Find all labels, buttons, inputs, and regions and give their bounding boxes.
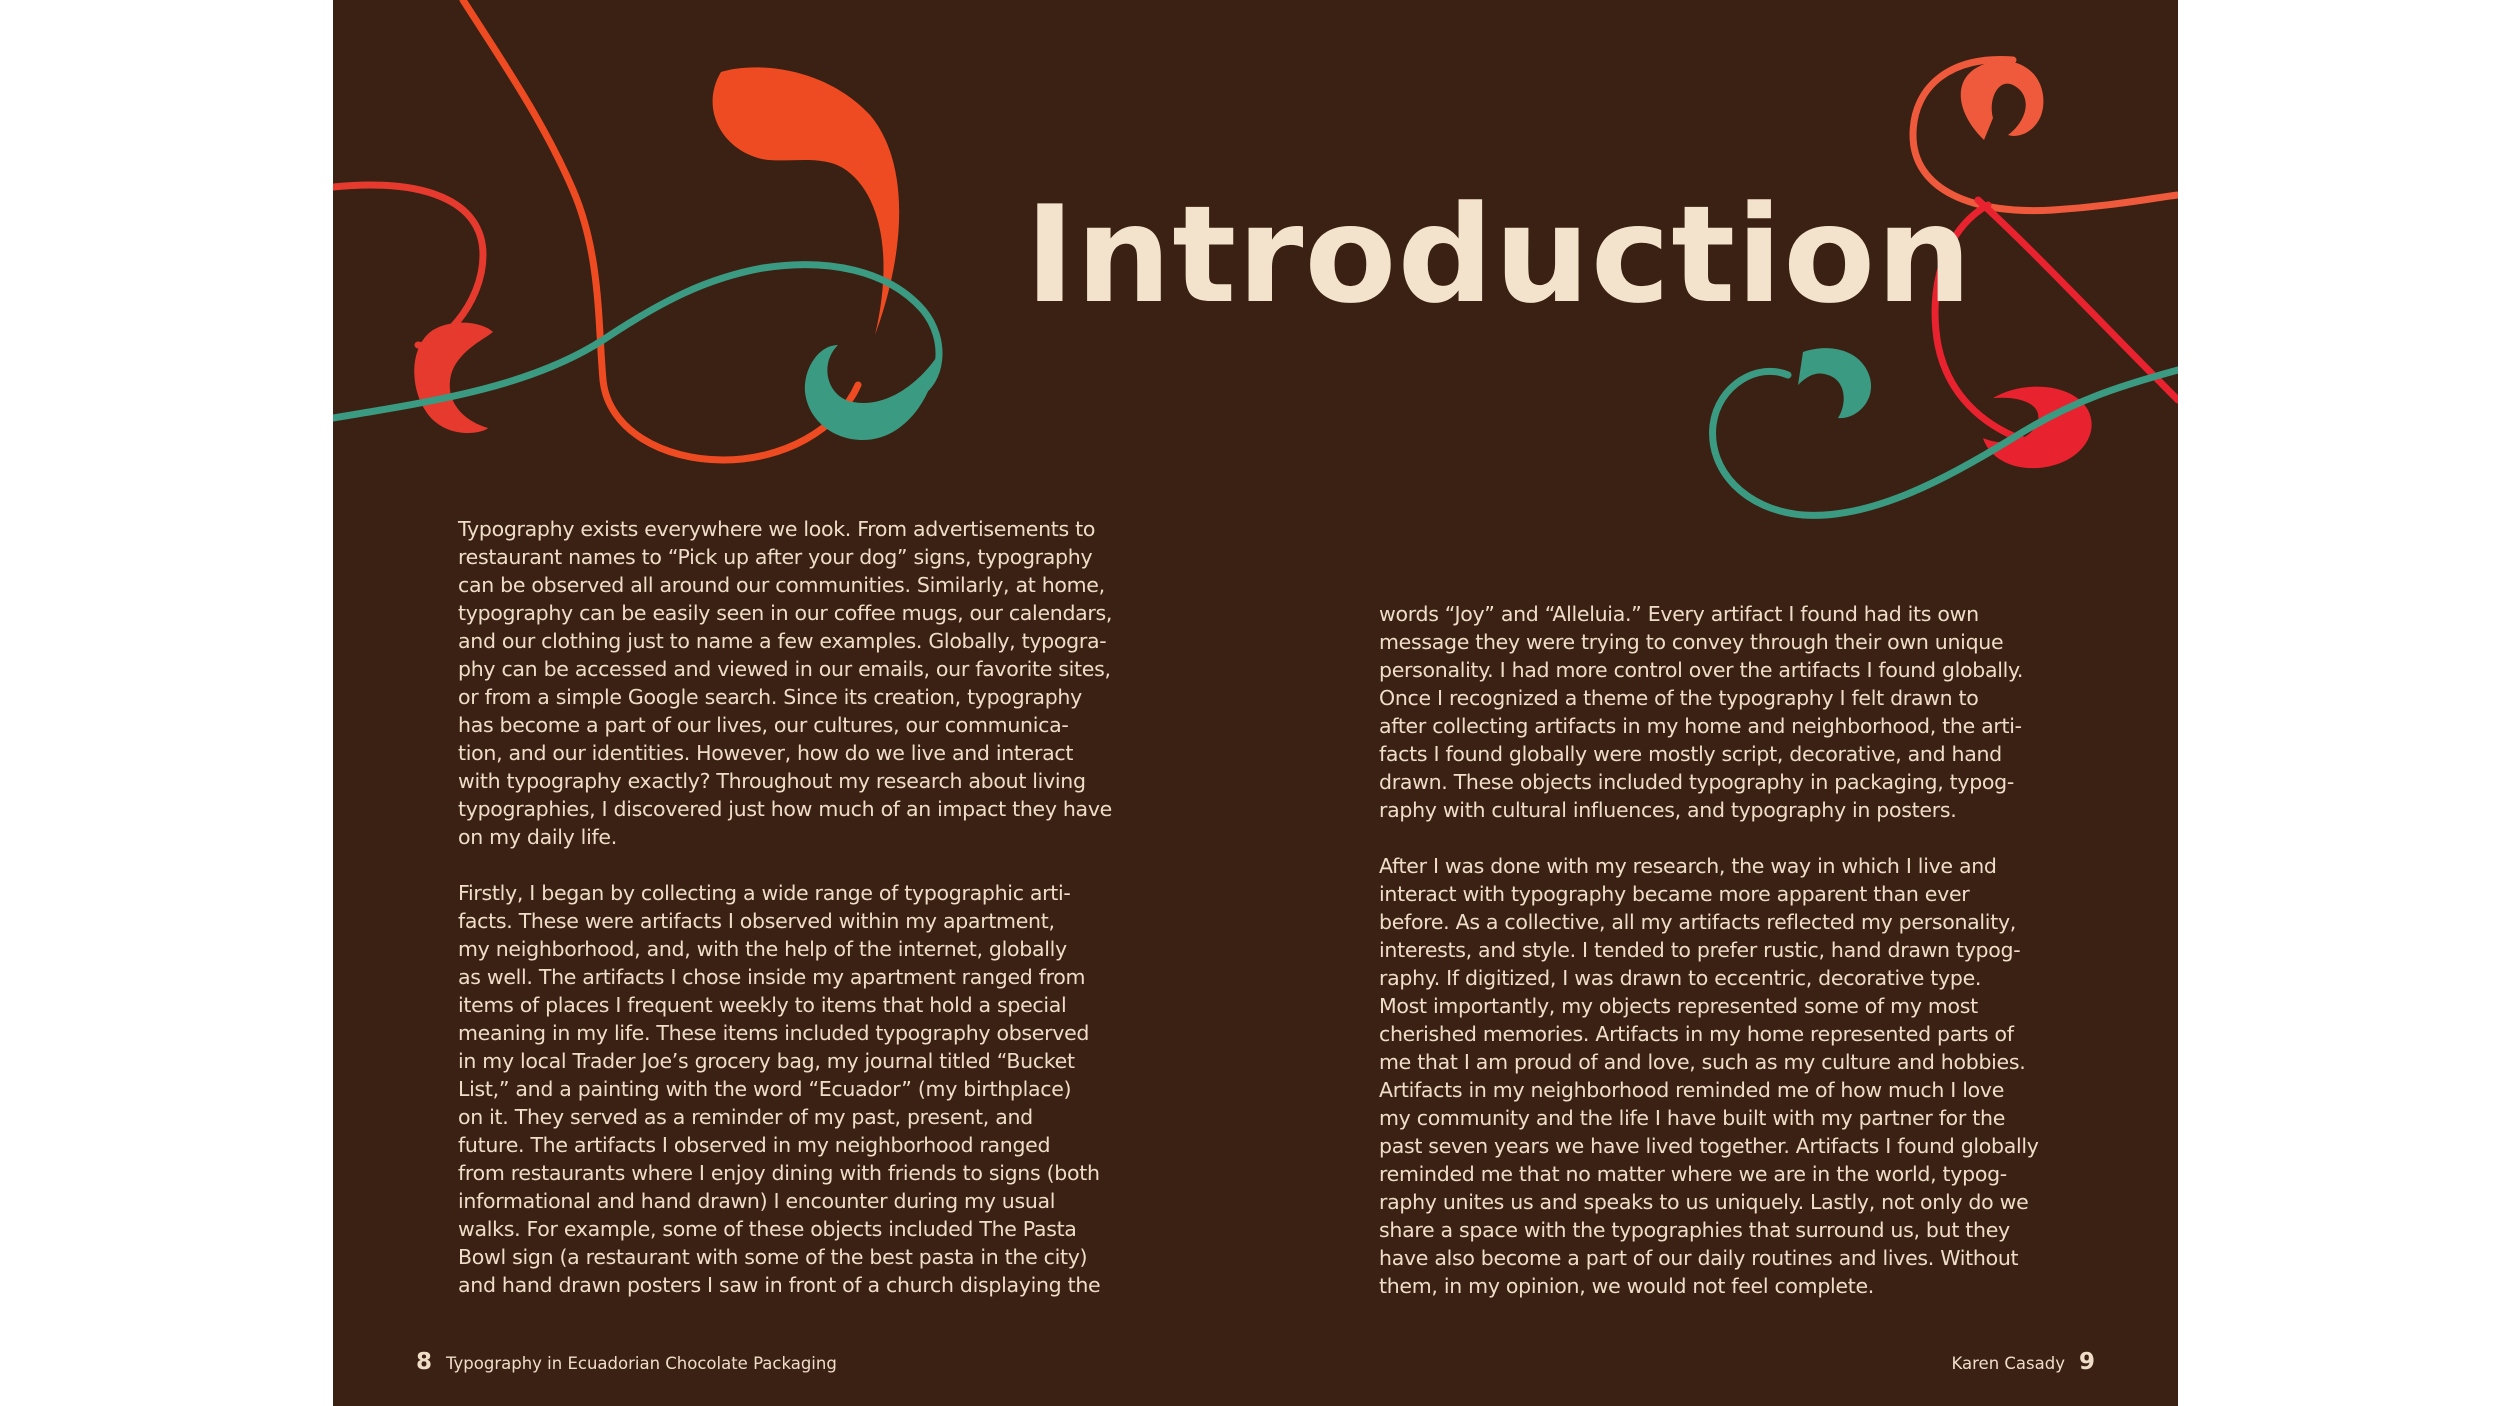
left-page-footer	[416, 1349, 837, 1375]
text-line: future. The artifacts I observed in my neighborhood ranged	[458, 1133, 1051, 1157]
text-line: tion, and our identities. However, how do we live and interact	[458, 741, 1074, 765]
text-line: has become a part of our lives, our cultures, our communica-	[458, 713, 1069, 737]
text-line: reminded me that no matter where we are in the world, typog-	[1379, 1162, 2007, 1186]
text-line: me that I am proud of and love, such as my culture and hobbies.	[1379, 1050, 2026, 1074]
text-line: them, in my opinion, we would not feel complete.	[1379, 1274, 1875, 1298]
red-curl-blob	[414, 323, 493, 433]
text-line: facts I found globally were mostly script, decorative, and hand	[1379, 742, 2002, 766]
text-line: Once I recognized a theme of the typography I felt drawn to	[1379, 686, 1979, 710]
text-line: can be observed all around our communities. Similarly, at home,	[458, 573, 1105, 597]
text-line: message they were trying to convey through their own unique	[1379, 630, 2004, 654]
text-line: Typography exists everywhere we look. From advertisements to	[458, 517, 1096, 541]
text-line: from restaurants where I enjoy dining with friends to signs (both	[458, 1161, 1100, 1185]
orange-long-stroke	[463, 0, 858, 460]
text-line: Artifacts in my neighborhood reminded me of how much I love	[1379, 1078, 2005, 1102]
text-line: interests, and style. I tended to prefer rustic, hand drawn typog-	[1379, 938, 2021, 962]
text-line: drawn. These objects included typography in packaging, typog-	[1379, 770, 2014, 794]
text-line: on my daily life.	[458, 825, 617, 849]
right-column	[1379, 600, 2079, 1300]
text-line: typographies, I discovered just how much of an impact they have	[458, 797, 1112, 821]
text-line: restaurant names to “Pick up after your dog” signs, typography	[458, 545, 1093, 569]
text-line: After I was done with my research, the way in which I live and	[1379, 854, 1997, 878]
text-line: walks. For example, some of these objects included The Pasta	[458, 1217, 1077, 1241]
text-line: raphy with cultural influences, and typography in posters.	[1379, 798, 1957, 822]
text-line: personality. I had more control over the artifacts I found globally.	[1379, 658, 2024, 682]
text-line: and hand drawn posters I saw in front of a church displaying the	[458, 1273, 1101, 1297]
text-line: Most importantly, my objects represented some of my most	[1379, 994, 1978, 1018]
text-line: interact with typography became more apparent than ever	[1379, 882, 1970, 906]
book-spread	[333, 0, 2178, 1406]
running-title: Typography in Ecuadorian Chocolate Packaging	[446, 1354, 837, 1373]
text-line: my community and the life I have built with my partner for the	[1379, 1106, 2006, 1130]
text-line: after collecting artifacts in my home and neighborhood, the arti-	[1379, 714, 2022, 738]
text-line: Firstly, I began by collecting a wide range of typographic arti-	[458, 881, 1071, 905]
red-curl-left	[333, 185, 483, 345]
coral-hook-top	[1961, 61, 2044, 140]
teal-blob-right	[1798, 348, 1871, 418]
text-line: before. As a collective, all my artifacts reflected my personality,	[1379, 910, 2016, 934]
right-paragraph-2	[1379, 852, 2079, 1300]
text-line: raphy unites us and speaks to us uniquely. Lastly, not only do we	[1379, 1190, 2029, 1214]
text-line: on it. They served as a reminder of my past, present, and	[458, 1105, 1033, 1129]
text-line: or from a simple Google search. Since its creation, typography	[458, 685, 1082, 709]
text-line: and our clothing just to name a few examples. Globally, typogra-	[458, 629, 1107, 653]
right-paragraph-1	[1379, 600, 2079, 824]
text-line: facts. These were artifacts I observed within my apartment,	[458, 909, 1055, 933]
text-line: as well. The artifacts I chose inside my apartment ranged from	[458, 965, 1086, 989]
text-line: raphy. If digitized, I was drawn to eccentric, decorative type.	[1379, 966, 1982, 990]
paragraph-gap	[1379, 824, 2079, 852]
text-line: share a space with the typographies that surround us, but they	[1379, 1218, 2010, 1242]
left-paragraph-2	[458, 879, 1158, 1299]
paragraph-gap	[458, 851, 1158, 879]
text-line: in my local Trader Joe’s grocery bag, my journal titled “Bucket	[458, 1049, 1075, 1073]
left-paragraph-1	[458, 515, 1158, 851]
right-page-footer	[1951, 1349, 2095, 1375]
text-line: items of places I frequent weekly to items that hold a special	[458, 993, 1067, 1017]
text-line: meaning in my life. These items included typography observed	[458, 1021, 1090, 1045]
left-column	[458, 515, 1158, 1299]
text-line: cherished memories. Artifacts in my home represented parts of	[1379, 1022, 2014, 1046]
text-line: informational and hand drawn) I encounter during my usual	[458, 1189, 1056, 1213]
page-number-right: 9	[2078, 1349, 2095, 1375]
text-line: phy can be accessed and viewed in our emails, our favorite sites,	[458, 657, 1111, 681]
text-line: words “Joy” and “Alleluia.” Every artifact I found had its own	[1379, 602, 1979, 626]
author-name: Karen Casady	[1951, 1354, 2065, 1373]
text-line: List,” and a painting with the word “Ecuador” (my birthplace)	[458, 1077, 1072, 1101]
orange-teardrop	[713, 67, 900, 335]
text-line: with typography exactly? Throughout my research about living	[458, 769, 1086, 793]
text-line: have also become a part of our daily routines and lives. Without	[1379, 1246, 2019, 1270]
page-number-left: 8	[416, 1349, 433, 1375]
teal-wave-right	[1713, 370, 2178, 515]
teal-blob-left	[805, 345, 938, 440]
text-line: past seven years we have lived together. Artifacts I found globally	[1379, 1134, 2039, 1158]
left-ornament	[333, 0, 939, 460]
text-line: Bowl sign (a restaurant with some of the best pasta in the city)	[458, 1245, 1088, 1269]
text-line: my neighborhood, and, with the help of the internet, globally	[458, 937, 1067, 961]
text-line: typography can be easily seen in our coffee mugs, our calendars,	[458, 601, 1113, 625]
page-title: Introduction	[1025, 177, 1973, 333]
